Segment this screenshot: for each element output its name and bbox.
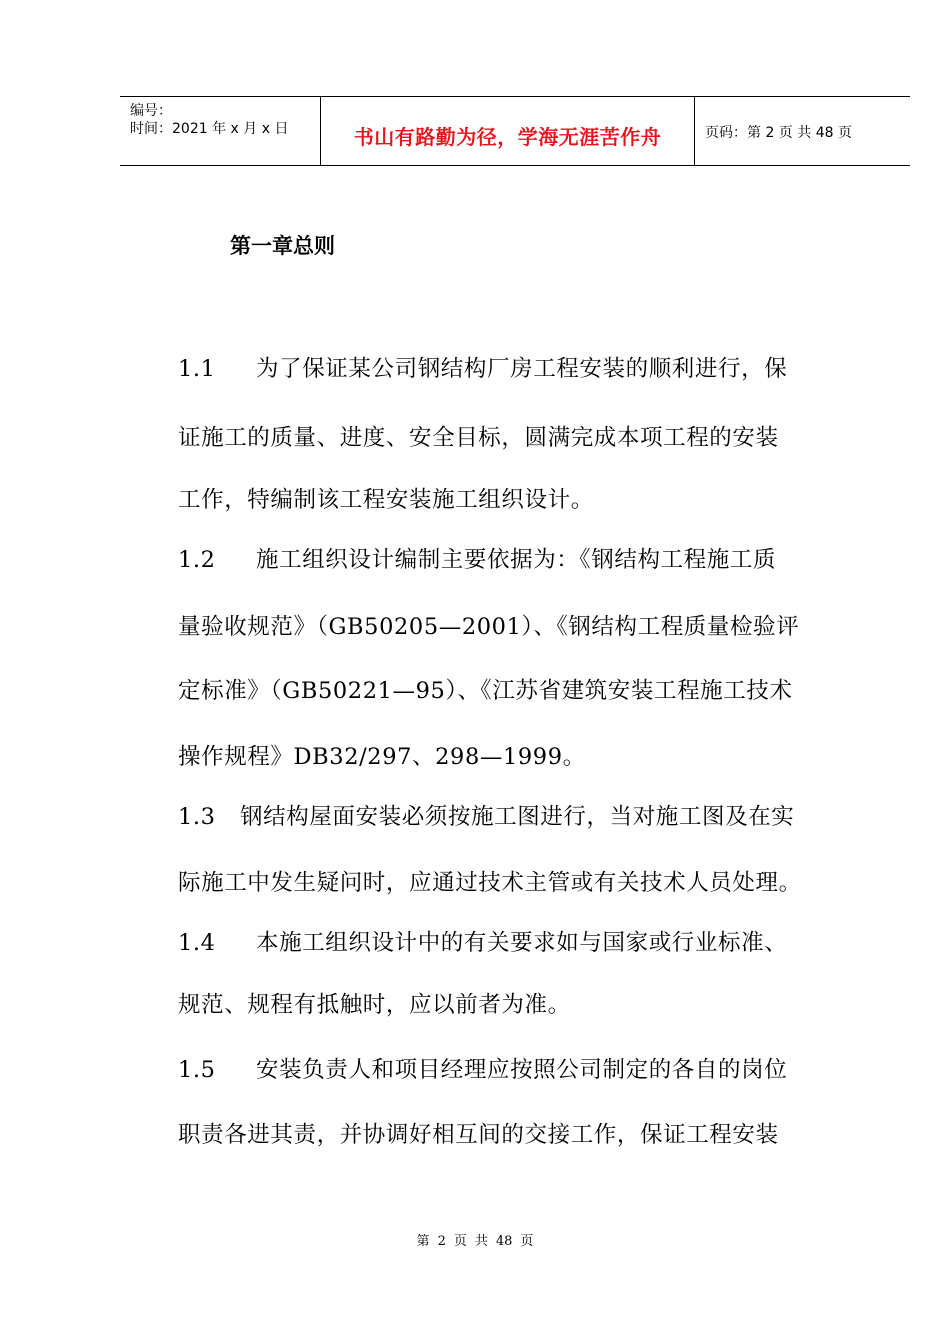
paragraph-line xyxy=(178,1120,858,1150)
footer-total-pages: 48 xyxy=(495,1234,513,1249)
paragraph-line xyxy=(178,742,858,772)
header-info-cell xyxy=(120,97,321,165)
paragraph-line xyxy=(178,423,858,453)
line-text: 工作，特编制该工程安装施工组织设计。 xyxy=(178,487,594,513)
header-motto-cell xyxy=(321,97,695,165)
motto: 书山有路勤为径，学海无涯苦作舟 xyxy=(353,125,662,149)
line-text: 操作规程》DB32/297、298—1999。 xyxy=(178,744,586,770)
paragraph-line xyxy=(178,868,858,898)
paragraph-line xyxy=(178,990,858,1020)
chapter-title: 第一章总则 xyxy=(230,234,335,258)
paragraph-line xyxy=(178,485,858,515)
footer-page-number: 2 xyxy=(437,1234,446,1249)
line-text: 定标准》（GB50221—95）、《江苏省建筑安装工程施工技术 xyxy=(178,678,793,704)
paragraph-line xyxy=(178,354,858,384)
line-text: 钢结构屋面安装必须按施工图进行，当对施工图及在实 xyxy=(240,804,795,830)
clause-number: 1.5 xyxy=(178,1057,216,1083)
line-text: 为了保证某公司钢结构厂房工程安装的顺利进行，保 xyxy=(256,356,788,382)
line-text: 规范、规程有抵触时，应以前者为准。 xyxy=(178,992,571,1018)
line-text: 安装负责人和项目经理应按照公司制定的各自的岗位 xyxy=(256,1057,788,1083)
footer-di: 第 xyxy=(416,1234,430,1249)
line-text: 际施工中发生疑问时，应通过技术主管或有关技术人员处理。 xyxy=(178,870,802,896)
line-text: 职责各进其责，并协调好相互间的交接工作，保证工程安装 xyxy=(178,1122,779,1148)
paragraph-line xyxy=(178,676,858,706)
header-page-info: 页码：第 2 页 共 48 页 xyxy=(705,125,852,141)
clause-number: 1.1 xyxy=(178,356,216,382)
footer-gong: 共 xyxy=(474,1234,488,1249)
footer-ye: 页 xyxy=(520,1234,534,1249)
paragraph-line xyxy=(178,612,858,642)
paragraph-line xyxy=(178,802,858,832)
paragraph-line xyxy=(178,928,858,958)
line-text: 施工组织设计编制主要依据为：《钢结构工程施工质 xyxy=(256,547,777,573)
time-label: 时间：2021 年 x 月 x 日 xyxy=(130,121,289,137)
clause-number: 1.2 xyxy=(178,547,216,573)
line-text: 本施工组织设计中的有关要求如与国家或行业标准、 xyxy=(256,930,788,956)
paragraph-line xyxy=(178,545,858,575)
line-text: 量验收规范》（GB50205—2001）、《钢结构工程质量检验评 xyxy=(178,614,800,640)
line-text: 证施工的质量、进度、安全目标，圆满完成本项工程的安装 xyxy=(178,425,779,451)
footer-ye: 页 xyxy=(453,1234,467,1249)
page-header xyxy=(120,96,910,166)
clause-number: 1.4 xyxy=(178,930,216,956)
serial-label: 编号： xyxy=(130,103,172,119)
page-footer xyxy=(0,1230,950,1249)
header-page-cell xyxy=(695,97,910,165)
paragraph-line xyxy=(178,1055,858,1085)
clause-number: 1.3 xyxy=(178,804,216,830)
